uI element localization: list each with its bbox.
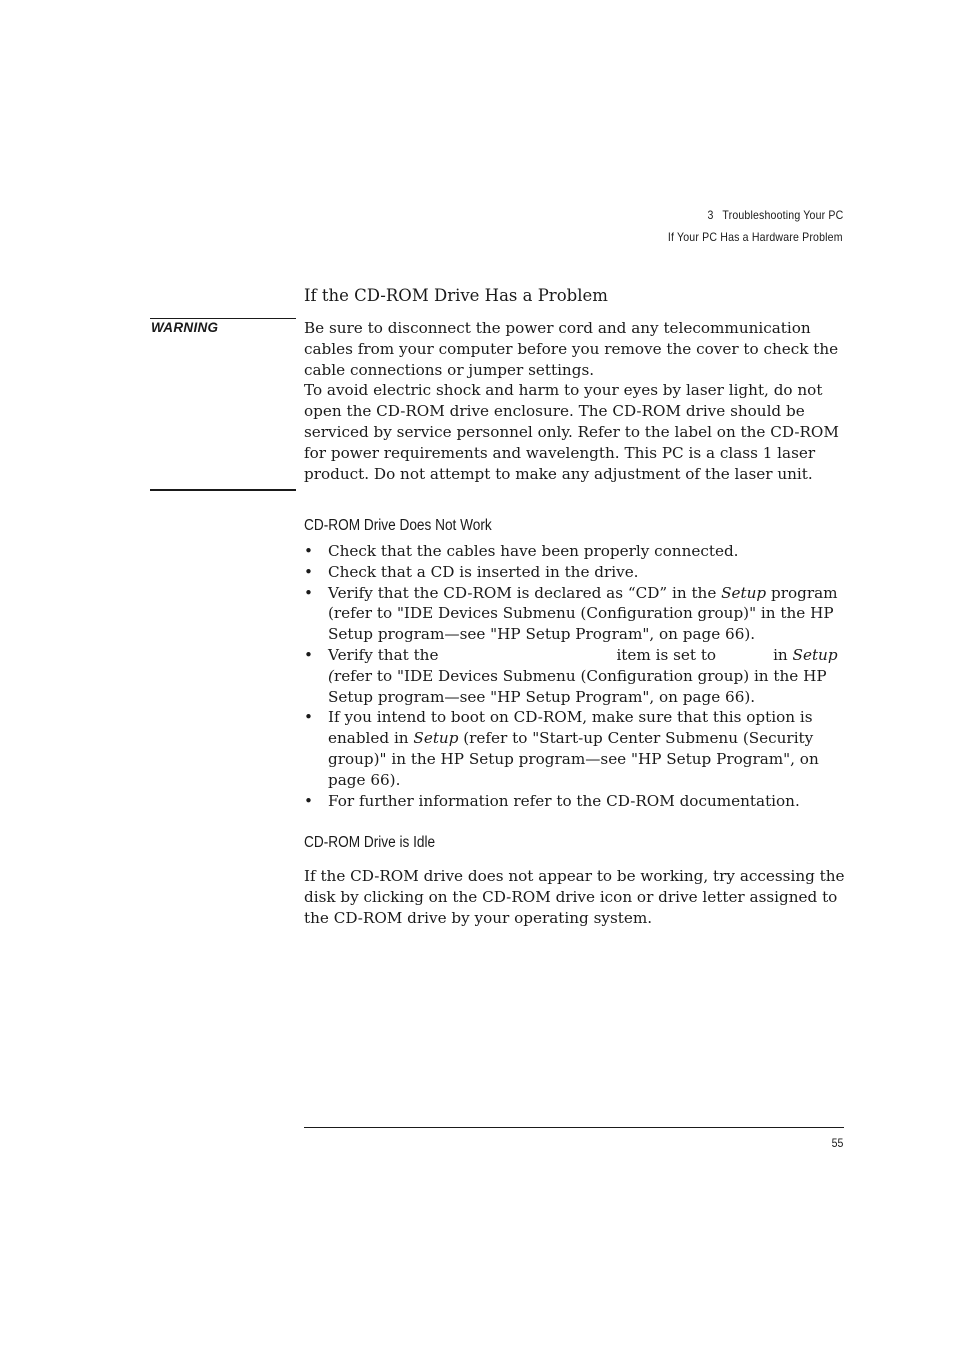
list-item: • Verify that the CD-ROM is declared as “CD” in the Setup program (refer to "IDE Devices Submenu (Configuration group)" in the HP Setup program—see "HP Setup Program", on page 66). xyxy=(304,583,838,644)
warning-body xyxy=(304,318,849,484)
setup-term: Setup xyxy=(413,729,459,748)
list-item: • Check that a CD is inserted in the drive. xyxy=(304,562,639,581)
running-header-section: If Your PC Has a Hardware Problem xyxy=(668,230,843,244)
list-item: • For further information refer to the CD-ROM documentation. xyxy=(304,791,800,810)
warning-label: WARNING xyxy=(151,320,219,335)
warning-bottom-rule xyxy=(150,489,296,491)
bullet: • xyxy=(304,791,313,810)
page-number: 55 xyxy=(831,1136,843,1150)
subheading-does-not-work: CD-ROM Drive Does Not Work xyxy=(304,517,492,534)
setup-term: Setup xyxy=(792,645,838,664)
list-item: • If you intend to boot on CD-ROM, make sure that this option is enabled in Setup (refer to "Start-up Center Submenu (Security group)" in the HP Setup program—see "HP Setup Program", on page 66). xyxy=(304,708,819,789)
chapter-number: 3 xyxy=(707,208,714,222)
troubleshooting-list xyxy=(304,541,849,811)
warning-paragraph: To avoid electric shock and harm to your eyes by laser light, do not open the CD-ROM drive enclosure. The CD-ROM drive should be serviced by service personnel only. Refer to the label on the CD-ROM for power requirements and wavelength. This PC is a class 1 laser product. Do not attempt to make any adjustment of the laser unit. xyxy=(304,381,839,483)
bullet: • xyxy=(304,562,313,581)
warning-top-rule xyxy=(150,318,296,319)
list-item: • Check that the cables have been properly connected. xyxy=(304,542,739,560)
idle-paragraph: If the CD-ROM drive does not appear to be working, try accessing the disk by clicking on the CD-ROM drive icon or drive letter assigned to the CD-ROM drive by your operating system. xyxy=(304,867,845,927)
bullet: • xyxy=(304,645,313,664)
footer-rule xyxy=(304,1127,844,1128)
bullet: • xyxy=(304,708,313,727)
warning-paragraph: Be sure to disconnect the power cord and any telecommunication cables from your computer before you remove the cover to check the cable connections or jumper settings. xyxy=(304,319,839,379)
section-title: If the CD-ROM Drive Has a Problem xyxy=(304,286,608,305)
subheading-idle: CD-ROM Drive is Idle xyxy=(304,834,436,851)
setup-term: Setup xyxy=(721,583,767,602)
bullet: • xyxy=(304,583,313,602)
list-item: • Verify that the item is set to in Setup (refer to "IDE Devices Submenu (Configuration group) in the HP Setup program—see "HP Setup Program", on page 66). xyxy=(304,645,838,706)
chapter-title: Troubleshooting Your PC xyxy=(721,208,843,222)
running-header-chapter xyxy=(707,208,843,222)
bullet: • xyxy=(304,542,313,560)
